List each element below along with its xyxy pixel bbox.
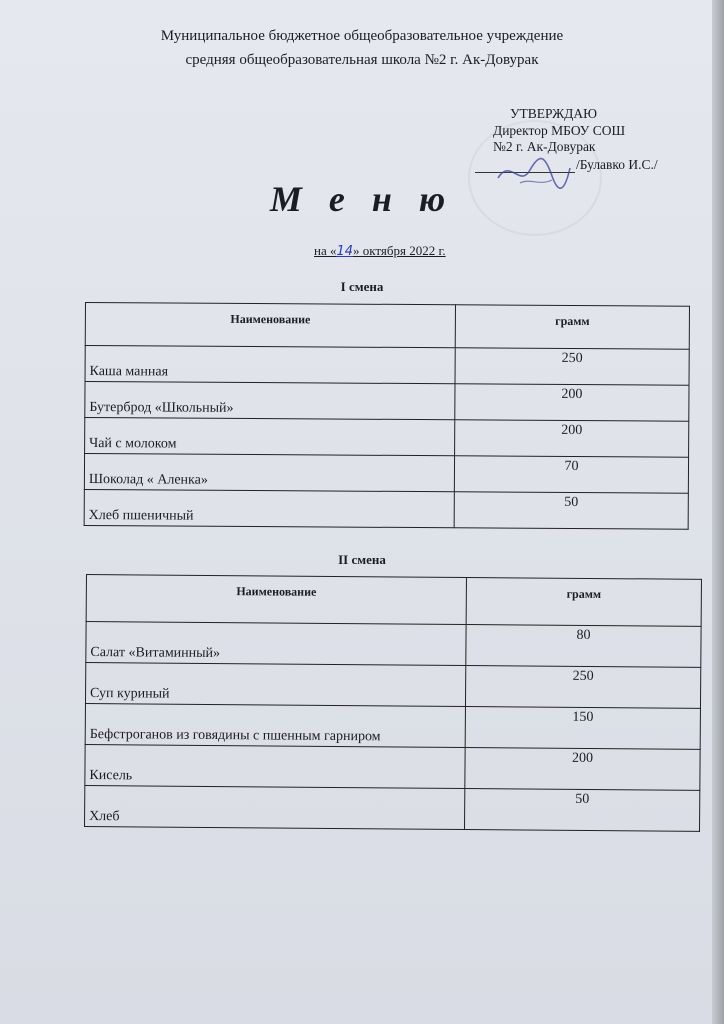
table-header-row [85,303,689,350]
table-row [84,454,688,494]
shift1-label: I смена [340,279,384,294]
table-row [85,418,689,458]
dish-grams: 80 [466,624,701,667]
dish-name: Суп куриный [85,663,465,707]
dish-grams: 200 [465,747,700,790]
school-name-line1: Муниципальное бюджетное общеобразовательное учреждение [160,28,564,44]
date-prefix: на « [314,243,337,258]
dish-grams: 250 [455,348,689,385]
dish-name: Салат «Витаминный» [86,622,466,666]
table-row [85,382,689,422]
table-row [84,489,688,529]
date-day: 14 [336,244,354,259]
dish-name: Чай с молоком [85,418,455,456]
table-row [85,703,700,749]
table-row [85,785,700,831]
table-row [85,346,689,386]
page-title: М е н ю [269,179,455,219]
dish-name: Хлеб [85,785,465,829]
dish-name: Шоколад « Аленка» [84,454,454,492]
table-row [85,663,700,709]
table-header-row [86,575,701,627]
menu-date [314,243,446,259]
dish-name: Кисель [85,744,465,788]
dish-grams: 200 [455,384,689,421]
date-suffix: » октября 2022 г. [353,243,446,258]
dish-grams: 200 [455,420,689,457]
approval-heading: УТВЕРЖДАЮ [510,106,598,121]
approval-position: Директор МБОУ СОШ [493,123,626,138]
shift1-table [84,302,690,530]
shift2-table [84,574,702,832]
dish-grams: 250 [465,665,700,708]
column-header-name: Наименование [85,303,455,348]
page-edge [712,0,724,1024]
director-name: /Булавко И.С./ [576,157,658,172]
column-header-grams: грамм [466,577,701,626]
dish-name: Бефстроганов из говядины с пшенным гарниром [85,703,465,747]
shift2-label: II смена [338,552,386,567]
dish-name: Каша манная [85,346,455,384]
school-name-line2: средняя общеобразовательная школа №2 г. Ак-Довурак [185,52,539,68]
dish-name: Хлеб пшеничный [84,489,454,527]
dish-grams: 50 [454,492,688,529]
column-header-name: Наименование [86,575,466,625]
dish-grams: 50 [465,788,700,831]
dish-name: Бутерброд «Школьный» [85,382,455,420]
dish-grams: 150 [465,706,700,749]
approval-school: №2 г. Ак-Довурак [493,139,596,154]
table-row [86,622,701,668]
column-header-grams: грамм [455,305,689,349]
table-row [85,744,700,790]
dish-grams: 70 [454,456,688,493]
